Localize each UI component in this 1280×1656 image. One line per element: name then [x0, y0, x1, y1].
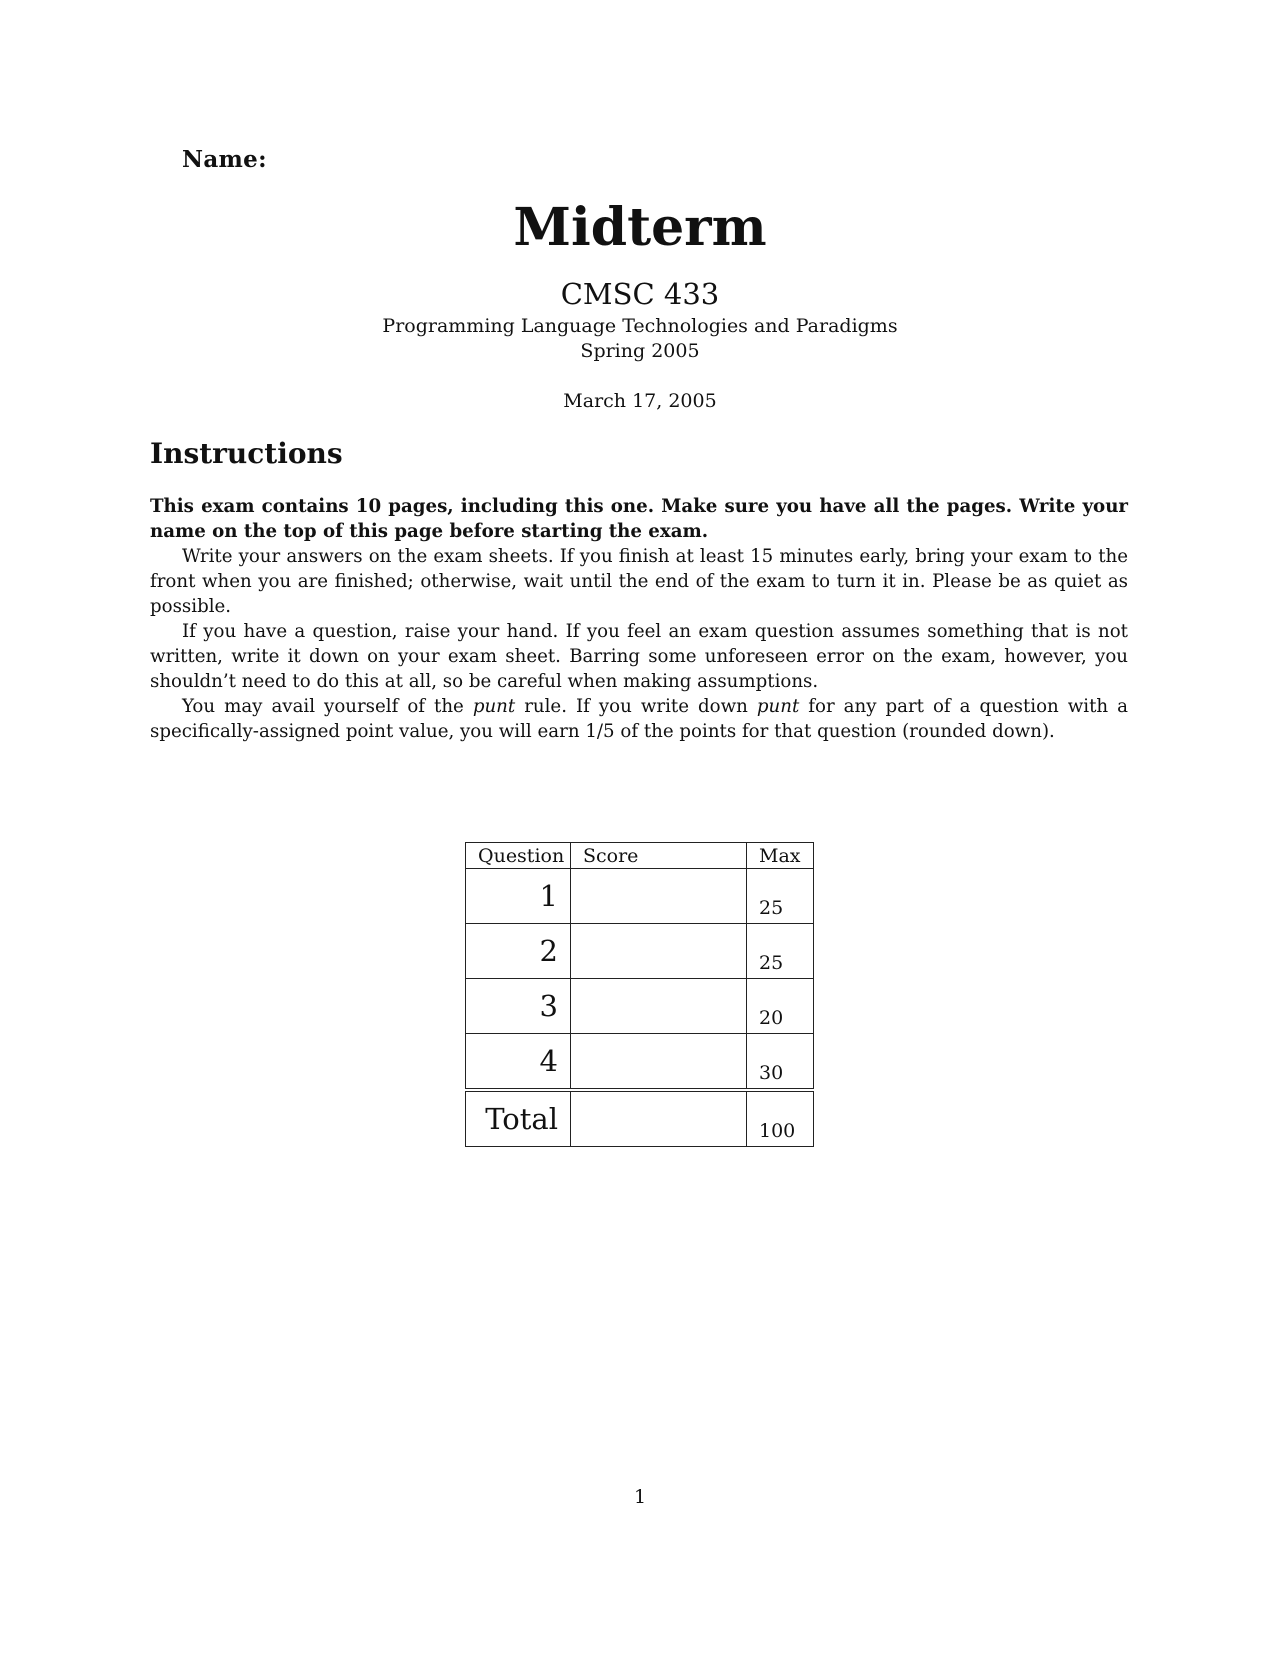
punt-text-2: rule. If you write down: [515, 696, 757, 717]
table-row: [466, 869, 814, 924]
header-question: Question: [466, 843, 571, 869]
punt-text-3: for any part of a question with a specifically-assigned point value, you will earn 1/5 of the points for that question (rounded down).: [150, 696, 1128, 742]
score-cell[interactable]: [571, 979, 747, 1034]
score-table-header: [466, 843, 814, 869]
course-name: Programming Language Technologies and Paradigms: [382, 315, 898, 337]
punt-text-1: You may avail yourself of the: [182, 696, 473, 717]
punt-italic-2: punt: [756, 696, 800, 717]
total-max-points: 100: [747, 1092, 814, 1147]
punt-italic-1: punt: [472, 696, 516, 717]
question-number: 3: [466, 979, 571, 1034]
course-code: CMSC 433: [560, 277, 720, 311]
score-cell[interactable]: [571, 924, 747, 979]
table-row: [466, 979, 814, 1034]
max-points: 25: [747, 869, 814, 924]
exam-title: Midterm: [513, 197, 767, 258]
instructions-body: [150, 494, 1128, 744]
instructions-paragraph-answers: Write your answers on the exam sheets. If you finish at least 15 minutes early, bring your exam to the front when you are finished; otherwise, wait until the end of the exam to turn it in. Please be as quiet as possible.: [150, 546, 1128, 617]
name-label: Name:: [182, 146, 267, 173]
page-number: 1: [633, 1486, 647, 1508]
total-score-cell[interactable]: [571, 1092, 747, 1147]
course-term: Spring 2005: [580, 340, 700, 362]
score-cell[interactable]: [571, 869, 747, 924]
question-number: 2: [466, 924, 571, 979]
header-max: Max: [747, 843, 814, 869]
score-cell[interactable]: [571, 1034, 747, 1089]
table-row: [466, 924, 814, 979]
question-number: 4: [466, 1034, 571, 1089]
course-info: [0, 314, 1280, 364]
max-points: 30: [747, 1034, 814, 1089]
score-table: [465, 842, 814, 1147]
total-label: Total: [466, 1092, 571, 1147]
instructions-paragraph-bold: This exam contains 10 pages, including this one. Make sure you have all the pages. Write your name on the top of this page before starting the exam.: [150, 496, 1128, 542]
instructions-heading: Instructions: [150, 437, 343, 470]
exam-date: March 17, 2005: [563, 390, 717, 412]
instructions-paragraph-questions: If you have a question, raise your hand. If you feel an exam question assumes something that is not written, write it down on your exam sheet. Barring some unforeseen error on the exam, however, you shouldn’t need to do this at all, so be careful when making assumptions.: [150, 621, 1128, 692]
instructions-paragraph-punt: [150, 694, 1128, 744]
total-row: [466, 1092, 814, 1147]
max-points: 25: [747, 924, 814, 979]
max-points: 20: [747, 979, 814, 1034]
question-number: 1: [466, 869, 571, 924]
table-row: [466, 1034, 814, 1089]
header-score: Score: [571, 843, 747, 869]
